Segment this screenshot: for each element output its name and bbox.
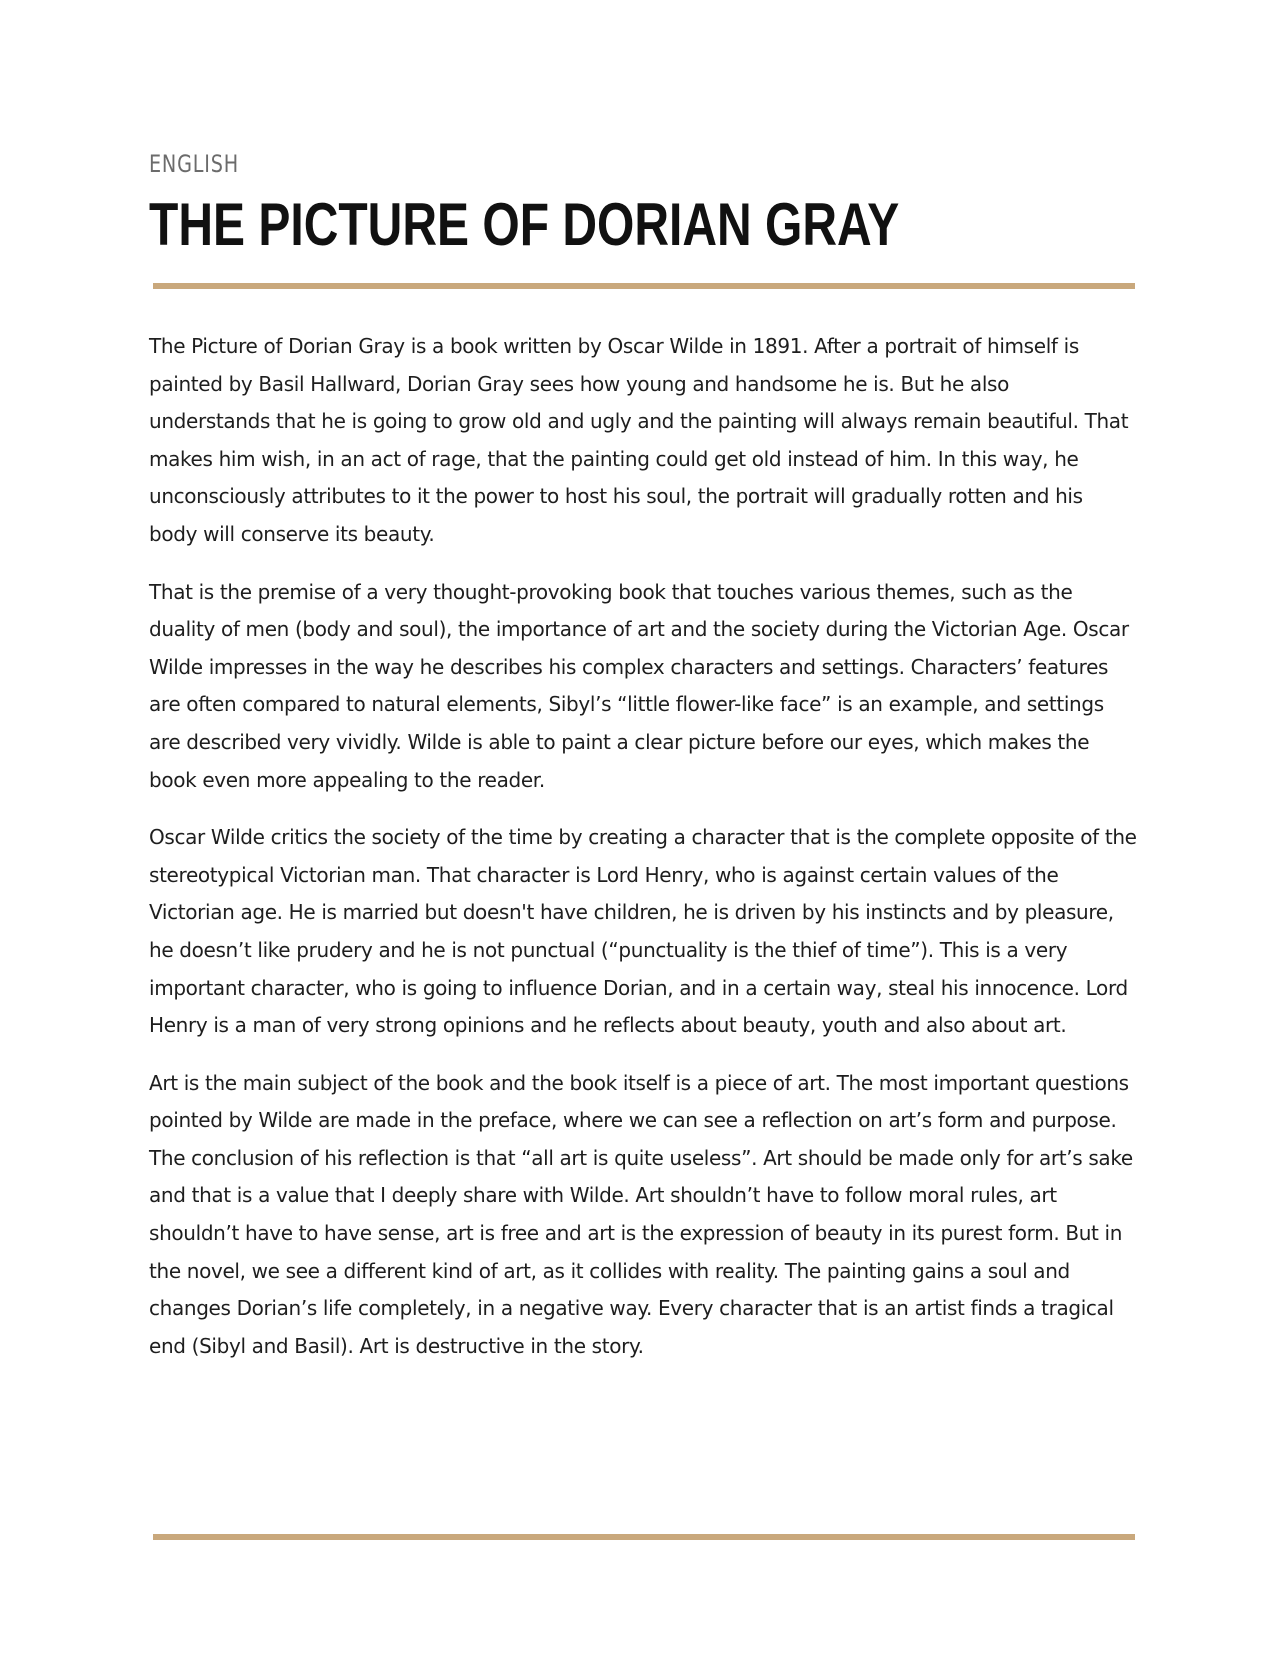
paragraph-line: the novel, we see a different kind of art, as it collides with reality. The painting gains a soul and [149,1258,1070,1283]
title-divider [153,283,1135,289]
paragraph [149,574,1141,800]
paragraph-line: The conclusion of his reflection is that “all art is quite useless”. Art should be made only for art’s sake [149,1145,1133,1170]
paragraph-line: important character, who is going to influence Dorian, and in a certain way, steal his innocence. Lord [149,975,1128,1000]
paragraph-line: understands that he is going to grow old and ugly and the painting will always remain beautiful. That [149,409,1129,434]
paragraph-line: Wilde impresses in the way he describes his complex characters and settings. Characters’ features [149,654,1109,679]
paragraph-line: and that is a value that I deeply share with Wilde. Art shouldn’t have to follow moral rules, art [149,1183,1057,1208]
paragraph-line: are described very vividly. Wilde is able to paint a clear picture before our eyes, which makes the [149,729,1090,754]
paragraph-line: stereotypical Victorian man. That character is Lord Henry, who is against certain values of the [149,862,1059,887]
paragraph [149,1065,1141,1366]
paragraph-line: changes Dorian’s life completely, in a negative way. Every character that is an artist finds a tragical [149,1296,1114,1321]
paragraph-line: Oscar Wilde critics the society of the time by creating a character that is the complete opposite of the [149,825,1137,850]
paragraph-line: Victorian age. He is married but doesn't have children, he is driven by his instincts and by pleasure, [149,900,1114,925]
paragraph-line: body will conserve its beauty. [149,521,435,546]
paragraph-line: book even more appealing to the reader. [149,767,545,792]
paragraph-line: That is the premise of a very thought-provoking book that touches various themes, such as the [149,579,1073,604]
paragraph-line: are often compared to natural elements, Sibyl’s “little flower-like face” is an example, and settings [149,692,1104,717]
paragraph [149,328,1141,554]
paragraph-line: Art is the main subject of the book and the book itself is a piece of art. The most important questions [149,1070,1129,1095]
paragraph-line: end (Sibyl and Basil). Art is destructive in the story. [149,1333,644,1358]
paragraph-line: shouldn’t have to have sense, art is free and art is the expression of beauty in its purest form. But in [149,1221,1123,1246]
paragraph-line: Henry is a man of very strong opinions and he reflects about beauty, youth and also about art. [149,1013,1067,1038]
article-body [149,328,1141,1385]
paragraph-line: he doesn’t like prudery and he is not punctual (“punctuality is the thief of time”). This is a very [149,937,1068,962]
page-title: THE PICTURE OF DORIAN GRAY [149,191,900,258]
paragraph-line: painted by Basil Hallward, Dorian Gray sees how young and handsome he is. But he also [149,371,1009,396]
paragraph-line: unconsciously attributes to it the power to host his soul, the portrait will gradually rotten and his [149,484,1083,509]
footer-divider [153,1534,1135,1540]
paragraph-line: duality of men (body and soul), the importance of art and the society during the Victorian Age. Oscar [149,617,1129,642]
subject-label: ENGLISH [149,150,239,178]
paragraph [149,819,1141,1045]
paragraph-line: The Picture of Dorian Gray is a book written by Oscar Wilde in 1891. After a portrait of himself is [149,334,1079,358]
paragraph-line: makes him wish, in an act of rage, that the painting could get old instead of him. In this way, he [149,446,1079,471]
paragraph-line: pointed by Wilde are made in the preface, where we can see a reflection on art’s form and purpose. [149,1108,1117,1133]
